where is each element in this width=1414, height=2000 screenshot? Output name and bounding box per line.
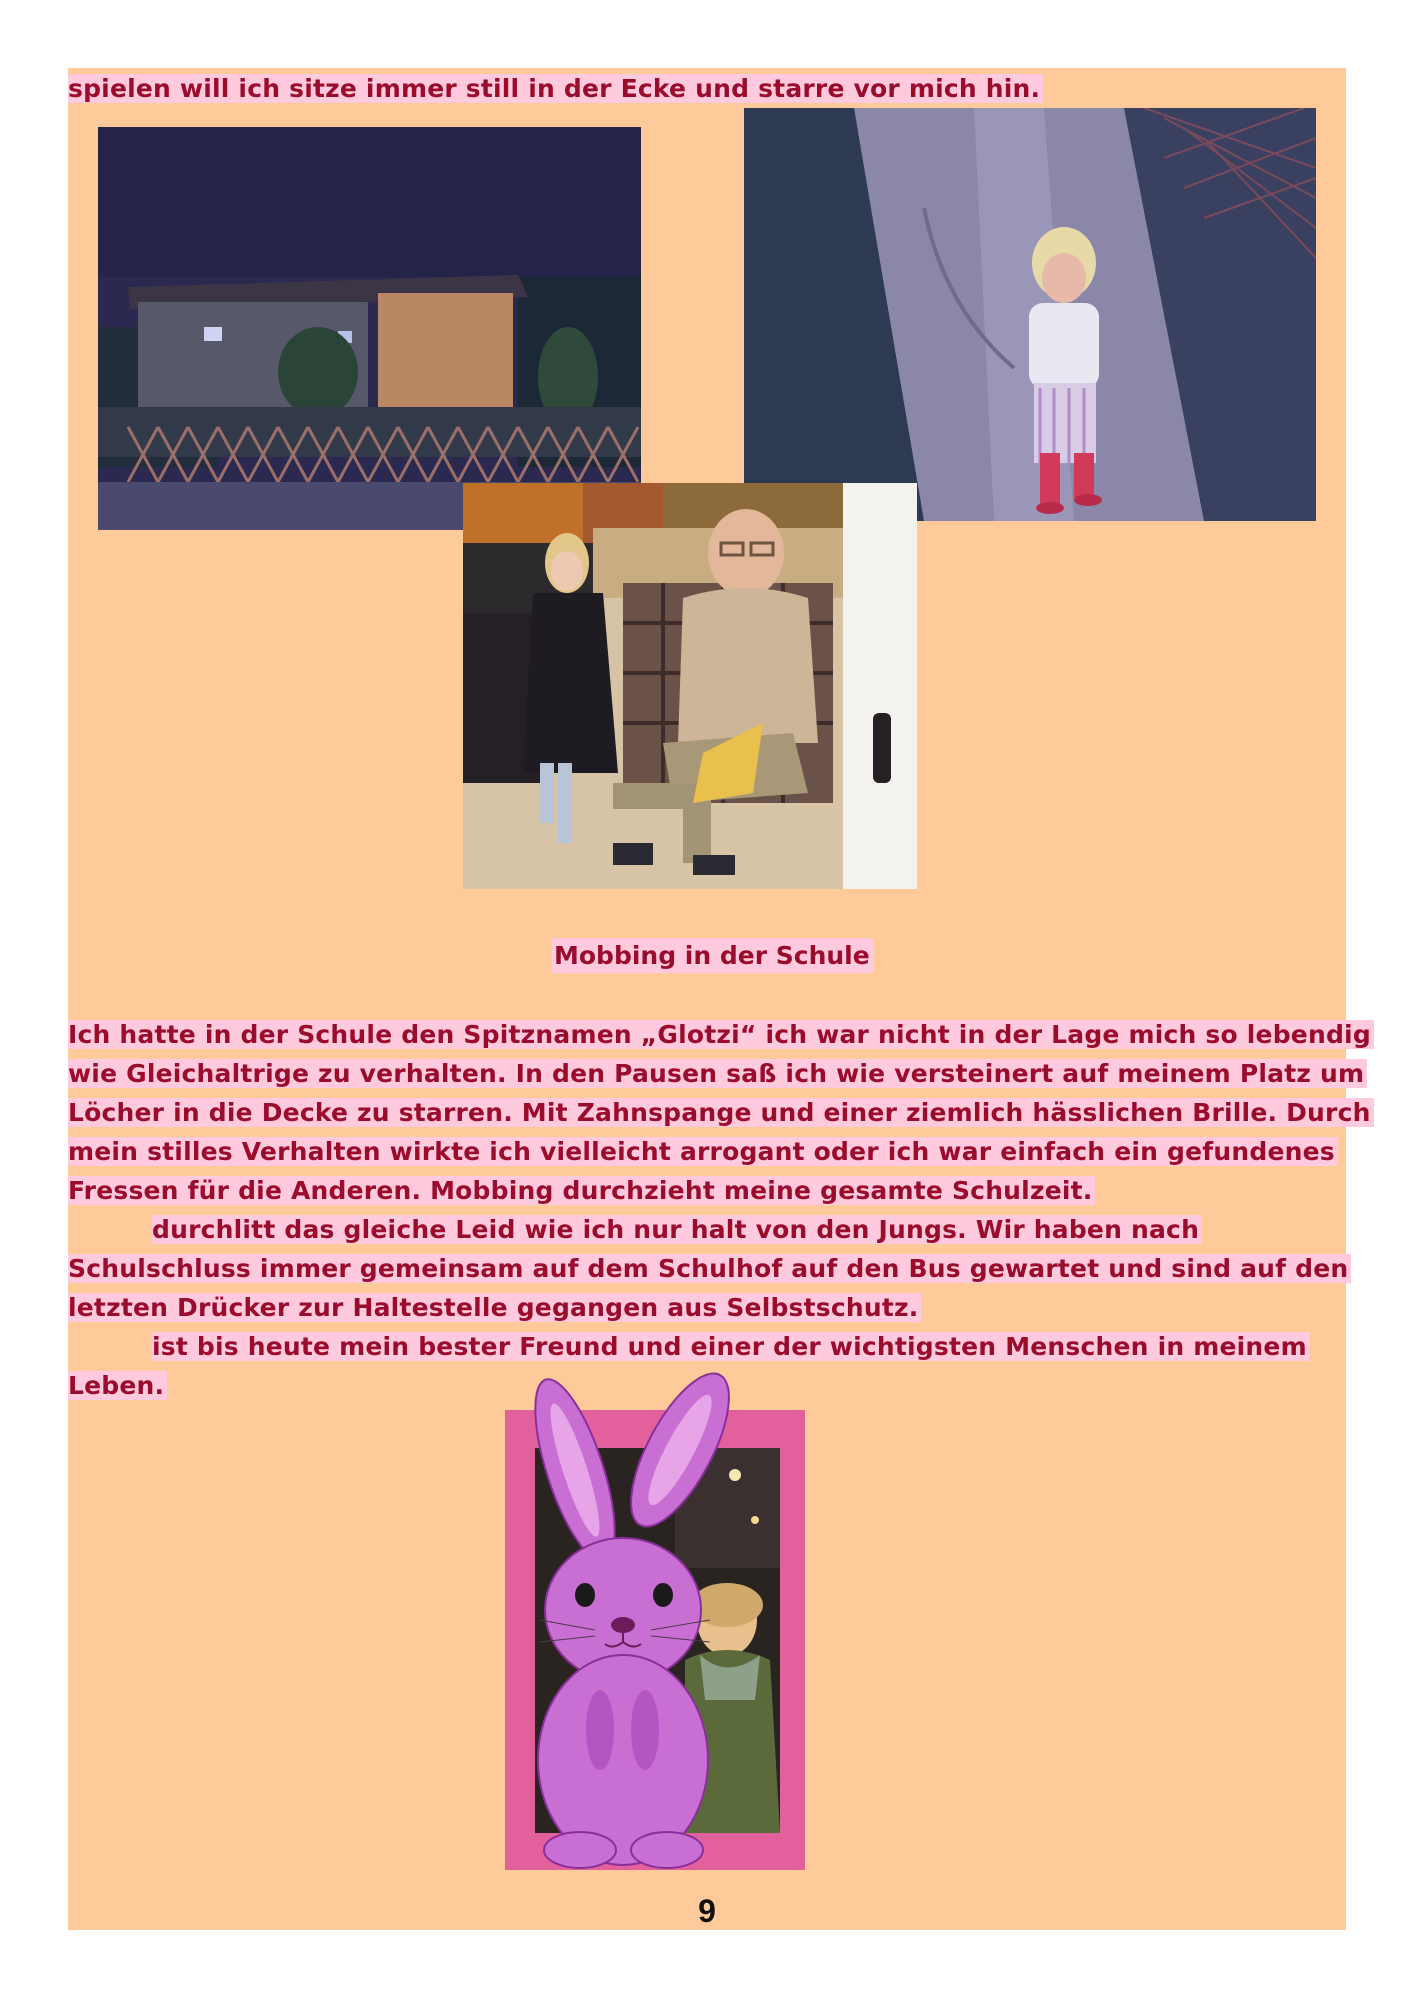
paragraph-line: Schulschluss immer gemeinsam auf dem Schulhof auf den Bus gewartet und sind auf den [68,1254,1351,1283]
paragraph-line: durchlitt das gleiche Leid wie ich nur halt von den Jungs. Wir haben nach [152,1215,1202,1244]
paragraph-line: ist bis heute mein bester Freund und einer der wichtigsten Menschen in meinem [152,1332,1310,1361]
paragraph-line: Leben. [68,1371,167,1400]
paragraph-line: Fressen für die Anderen. Mobbing durchzieht meine gesamte Schulzeit. [68,1176,1095,1205]
photo-grandfather-and-girl [463,483,917,889]
bunny-frame-illustration [505,1380,805,1870]
photo-child-on-road [744,108,1316,521]
photo-house [98,127,641,530]
paragraph-line: Löcher in die Decke zu starren. Mit Zahnspange und einer ziemlich hässlichen Brille. Durch [68,1098,1374,1127]
section-heading: Mobbing in der Schule [552,938,874,973]
paragraph-line: wie Gleichaltrige zu verhalten. In den Pausen saß ich wie versteinert auf meinem Platz um [68,1059,1367,1088]
top-text-line: spielen will ich sitze immer still in der Ecke und starre vor mich hin. [68,74,1043,103]
paragraph-line: Ich hatte in der Schule den Spitznamen „Glotzi“ ich war nicht in der Lage mich so lebendig [68,1020,1374,1049]
page-number: 9 [698,1893,716,1929]
paragraph-line: letzten Drücker zur Haltestelle gegangen aus Selbstschutz. [68,1293,921,1322]
paragraph-line: mein stilles Verhalten wirkte ich vielleicht arrogant oder ich war einfach ein gefundenes [68,1137,1338,1166]
